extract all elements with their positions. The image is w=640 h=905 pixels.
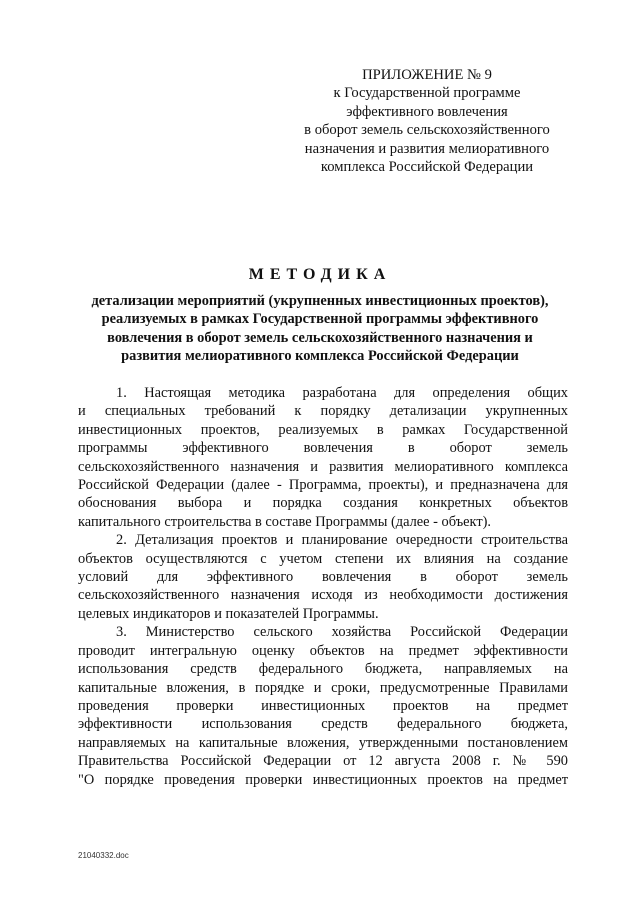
text-line: Российской Федерации (далее - Программа, проекты), и предназначена для — [78, 477, 568, 494]
appendix-header — [292, 66, 562, 176]
text-line: проведения проверки инвестиционных проектов на предмет — [78, 697, 568, 714]
subtitle-line: детализации мероприятий (укрупненных инвестиционных проектов), — [91, 293, 549, 309]
text-line: капитального строительства в составе Программы (далее - объект). — [78, 513, 492, 530]
text-line: эффективности использования средств федерального бюджета, — [78, 716, 568, 733]
appendix-line: эффективного вовлечения — [346, 103, 508, 120]
text-line: "О порядке проведения проверки инвестиционных проектов на предмет — [78, 771, 568, 788]
text-line: инвестиционных проектов, реализуемых в рамках Государственной — [78, 421, 568, 438]
paragraph-3 — [78, 623, 568, 789]
text-line: 1. Настоящая методика разработана для определения общих — [116, 385, 568, 401]
text-line: обоснования выбора и порядка создания конкретных объектов — [78, 495, 568, 512]
appendix-line: ПРИЛОЖЕНИЕ № 9 — [362, 67, 492, 83]
text-line: объектов осуществляются с учетом степени их влияния на создание — [78, 550, 568, 567]
text-line: 2. Детализация проектов и планирование очередности строительства — [116, 532, 568, 549]
appendix-line: в оборот земель сельскохозяйственного — [304, 122, 550, 139]
text-line: Правительства Российской Федерации от 12 августа 2008 г. № 590 — [78, 753, 568, 770]
appendix-line: к Государственной программе — [333, 85, 521, 102]
text-line: и специальных требований к порядку детализации укрупненных — [78, 403, 568, 420]
text-line: целевых индикаторов и показателей Программы. — [78, 605, 379, 622]
text-line: условий для эффективного вовлечения в оборот земель — [78, 569, 568, 586]
text-line: программы эффективного вовлечения в оборот земель — [78, 440, 568, 457]
paragraph-1 — [78, 384, 568, 531]
document-title: МЕТОДИКА — [248, 266, 392, 283]
file-code-footer: 21040332.doc — [78, 851, 129, 860]
subtitle-line: вовлечения в оборот земель сельскохозяйственного назначения и — [107, 329, 533, 346]
text-line: проводит интегральную оценку объектов на предмет эффективности — [78, 642, 568, 659]
paragraph-2 — [78, 531, 568, 623]
appendix-line: назначения и развития мелиоративного — [304, 140, 550, 157]
subtitle-line: развития мелиоративного комплекса Российской Федерации — [121, 348, 519, 365]
text-line: сельскохозяйственного назначения и развития мелиоративного комплекса — [78, 458, 568, 475]
appendix-line: комплекса Российской Федерации — [320, 159, 534, 176]
document-body — [78, 384, 568, 789]
text-line: капитальные вложения, в порядке и сроки, предусмотренные Правилами — [78, 679, 568, 696]
document-subtitle — [60, 292, 580, 366]
text-line: сельскохозяйственного назначения исходя из необходимости достижения — [78, 587, 568, 604]
text-line: направляемых на капитальные вложения, утвержденными постановлением — [78, 734, 568, 751]
text-line: использования средств федерального бюджета, направляемых на — [78, 661, 568, 678]
subtitle-line: реализуемых в рамках Государственной программы эффективного — [101, 311, 539, 328]
text-line: 3. Министерство сельского хозяйства Российской Федерации — [116, 624, 568, 641]
